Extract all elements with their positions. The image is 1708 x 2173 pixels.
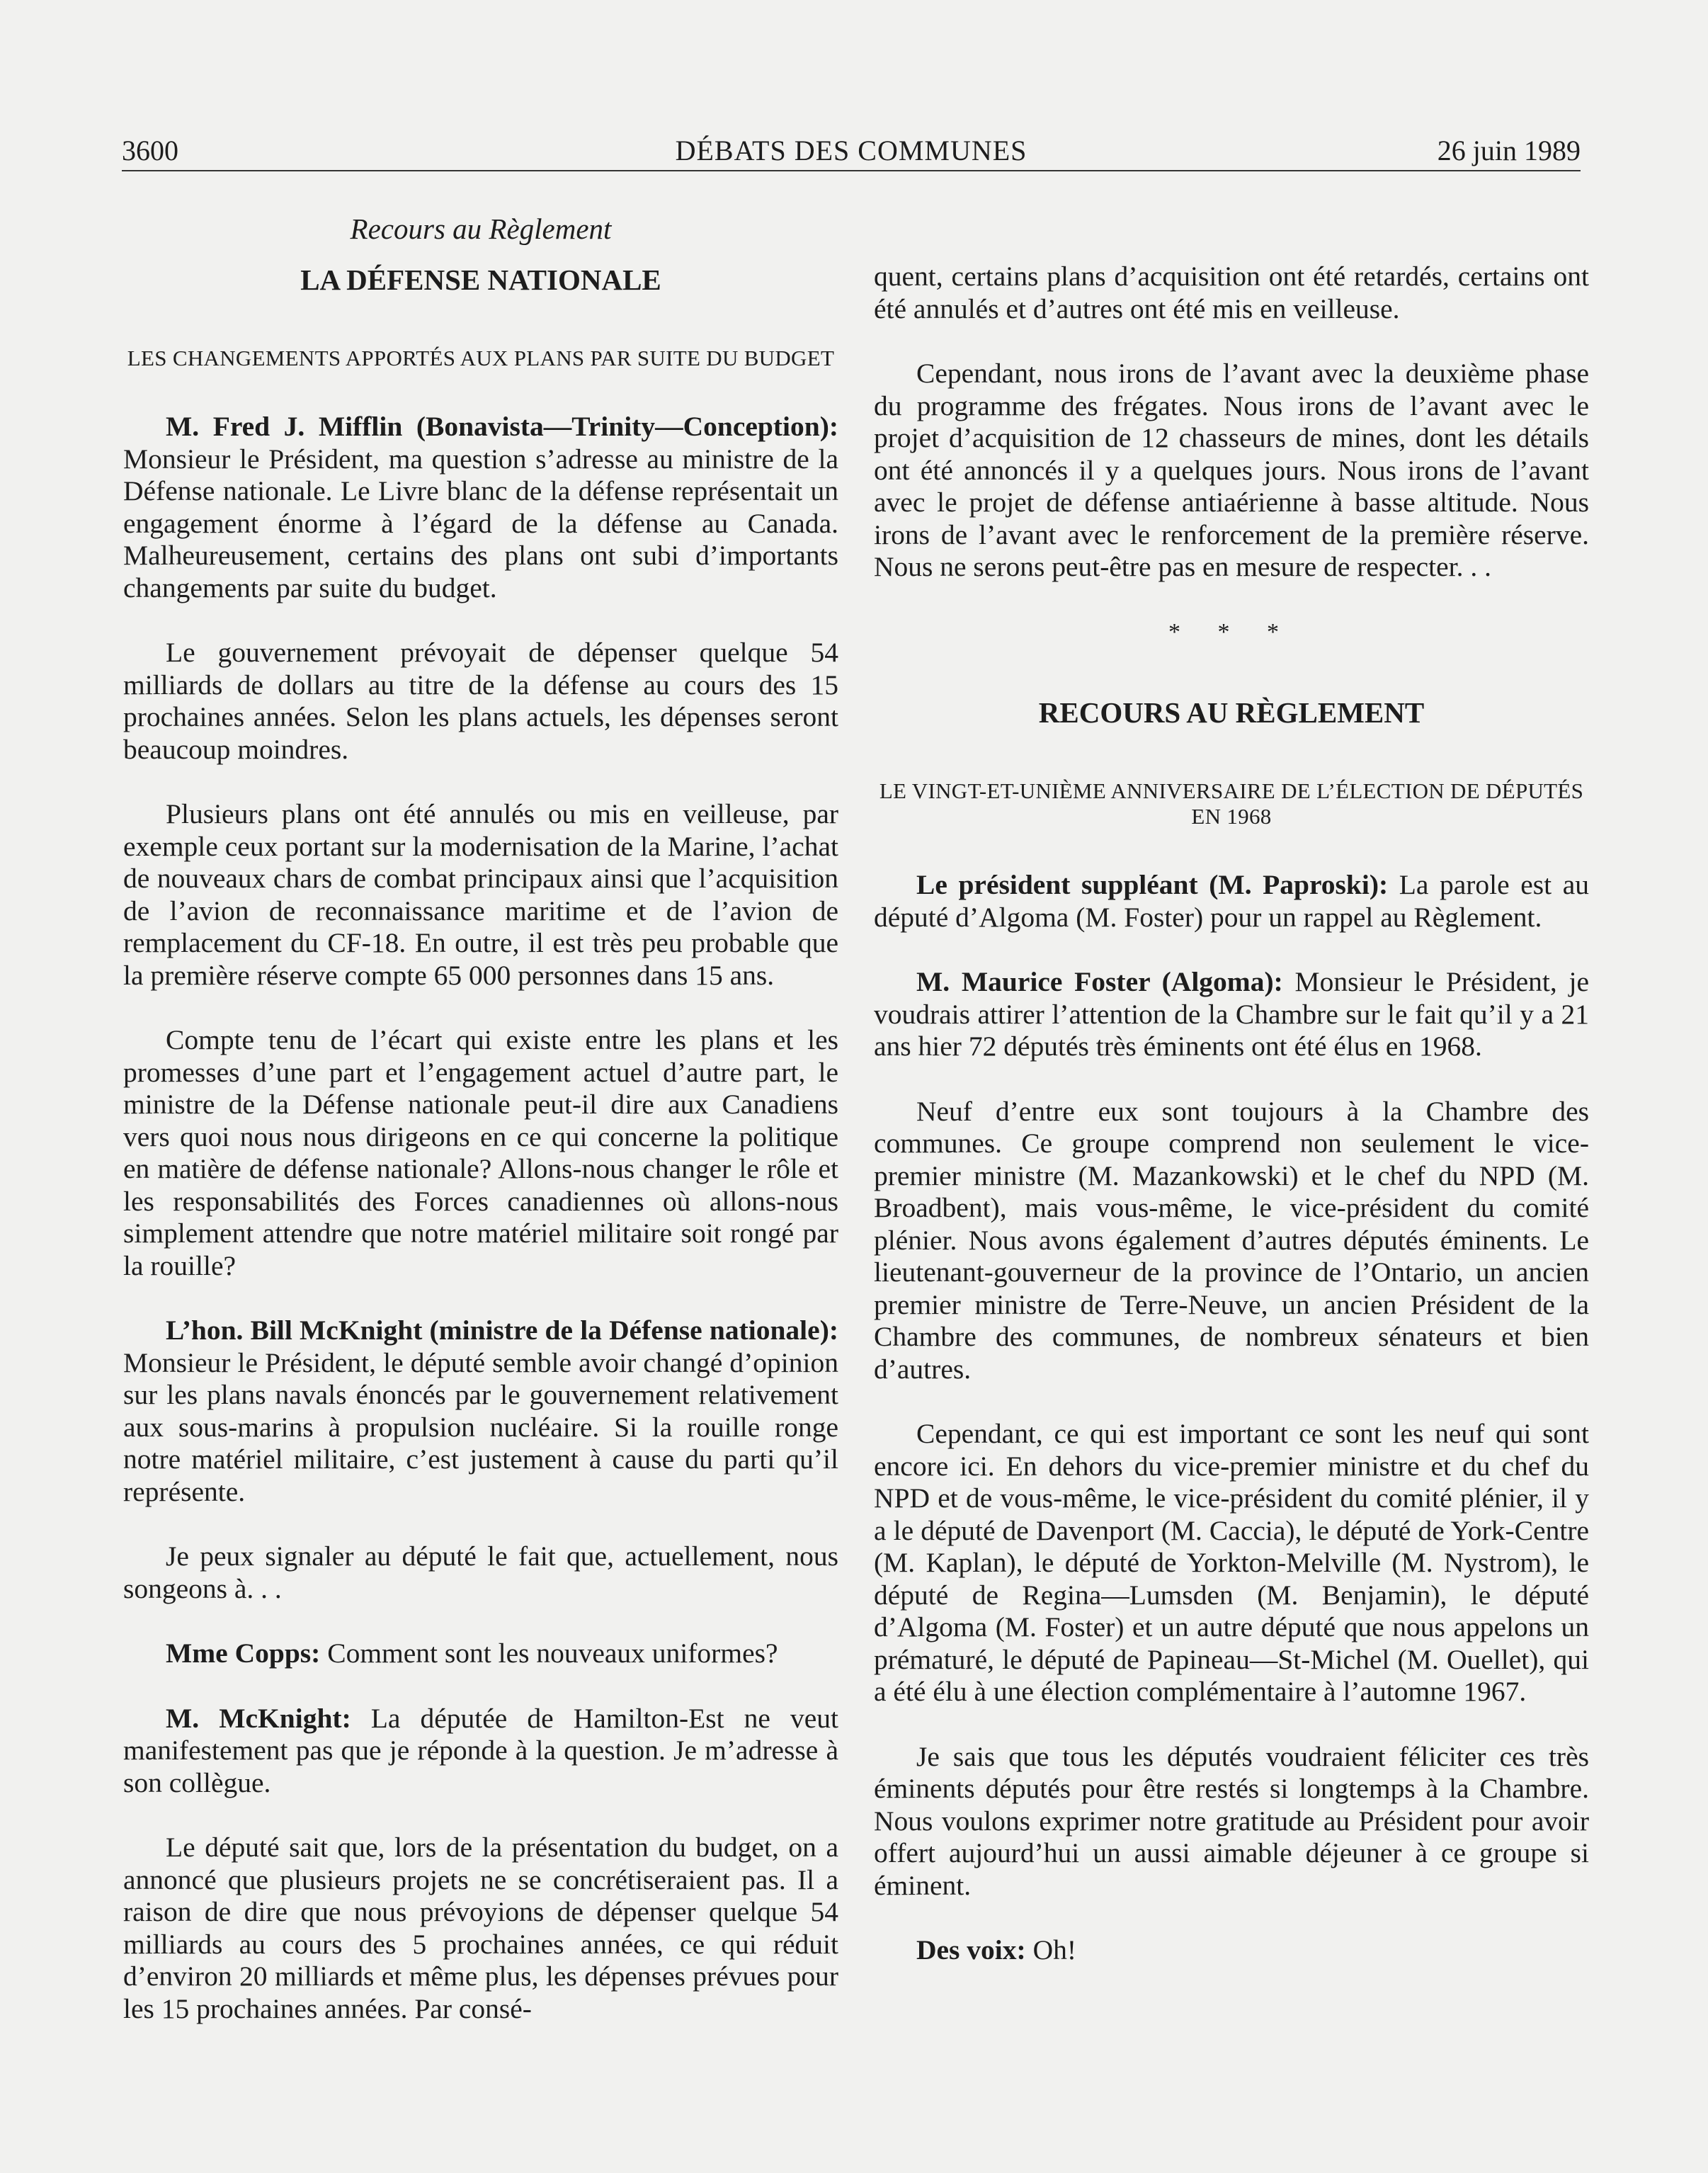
section-heading: LA DÉFENSE NATIONALE <box>300 263 661 296</box>
running-header <box>122 132 1581 171</box>
speaker-name: M. Maurice Foster (Algoma): <box>916 966 1283 997</box>
paragraph: Cependant, nous irons de l’avant avec la deuxième phase du programme des frégates. Nous irons de l’avant avec le projet d’acquisition de 12 chasseurs de mines, dont les détails ont été annoncés il y a quelques jours. Nous irons de l’avant avec le projet de défense antiaérienne à basse altitude. Nous irons de l’avant avec le renforcement de la première réserve. Nous ne serons peut-être pas en mesure de respecter. . . <box>874 358 1589 582</box>
page-number: 3600 <box>122 135 178 166</box>
publication-title: DÉBATS DES COMMUNES <box>675 135 1027 166</box>
paragraph: Compte tenu de l’écart qui existe entre les plans et les promesses d’une part et l’engagement actuel d’autre part, le ministre de la Défense nationale peut-il dire aux Canadiens vers quoi nous nous dirigeons en ce qui concerne la politique en matière de défense nationale? Allons-nous changer le rôle et les responsabilités des Forces canadiennes où allons-nous simplement attendre que notre matériel militaire soit rongé par la rouille? <box>123 1024 838 1281</box>
paragraph <box>874 869 1589 934</box>
speaker-name: M. McKnight: <box>166 1702 351 1734</box>
speech-text: La parole est au député d’Algoma (M. Foster) pour un rappel au Règlement. <box>874 869 1589 933</box>
speech-text: Oh! <box>1025 1934 1076 1965</box>
speaker-name: Le président suppléant (M. Paproski): <box>916 869 1389 900</box>
speaker-name: Des voix: <box>916 1934 1026 1965</box>
paragraph: Je peux signaler au député le fait que, actuellement, nous songeons à. . . <box>123 1541 838 1604</box>
section-heading: RECOURS AU RÈGLEMENT <box>1038 696 1425 729</box>
paragraph: Neuf d’entre eux sont toujours à la Chambre des communes. Ce groupe comprend non seulement le vice-premier ministre (M. Mazankowski) et le chef du NPD (M. Broadbent), mais vous-même, le vice-président du comité plénier. Nous avons également d’autres députés éminents. Le lieutenant-gouverneur de la province de l’Ontario, un ancien premier ministre de Terre-Neuve, un ancien Président de la Chambre des communes, de nombreux sénateurs et bien d’autres. <box>874 1095 1589 1385</box>
paragraph: Plusieurs plans ont été annulés ou mis en veilleuse, par exemple ceux portant sur la modernisation de la Marine, l’achat de nouveaux chars de combat principaux ainsi que l’acquisition de l’avion de reconnaissance maritime et de l’avion de remplacement du CF-18. En outre, il est très peu probable que la première réserve compte 65 000 personnes dans 15 ans. <box>123 798 838 991</box>
section-subheading: LE VINGT-ET-UNIÈME ANNIVERSAIRE DE L’ÉLECTION DE DÉPUTÉS EN 1968 <box>879 778 1584 829</box>
speech-text: Monsieur le Président, je voudrais attirer l’attention de la Chambre sur le fait qu’il y a 21 ans hier 72 députés très éminents ont été élus en 1968. <box>874 966 1589 1062</box>
paragraph: quent, certains plans d’acquisition ont été retardés, certains ont été annulés et d’autres ont été mis en veilleuse. <box>874 261 1589 324</box>
section-separator: * * * <box>1168 618 1294 645</box>
speaker-name: L’hon. Bill McKnight (ministre de la Défense nationale): <box>166 1315 838 1346</box>
paragraph: Cependant, ce qui est important ce sont les neuf qui sont encore ici. En dehors du vice-premier ministre et du chef du NPD et de vous-même, le vice-président du comité plénier, il y a le député de Davenport (M. Caccia), le député de York-Centre (M. Kaplan), le député de Yorkton-Melville (M. Nystrom), le député de Regina—Lumsden (M. Benjamin), le député d’Algoma (M. Foster) et un autre député que nous appelons un prématuré, le député de Papineau—St-Michel (M. Ouellet), qui a été élu à une élection complémentaire à l’automne 1967. <box>874 1418 1589 1707</box>
paragraph <box>123 1703 838 1800</box>
section-subheading: LES CHANGEMENTS APPORTÉS AUX PLANS PAR SUITE DU BUDGET <box>127 346 835 370</box>
speech-text: Monsieur le Président, ma question s’adresse au ministre de la Défense nationale. Le Livre blanc de la défense représentait un engagement énorme à l’égard de la défense au Canada. Malheureusement, certains des plans ont subi d’importants changements par suite du budget. <box>123 443 838 603</box>
paragraph: Le député sait que, lors de la présentation du budget, on a annoncé que plusieurs projets ne se concrétiseraient pas. Il a raison de dire que nous prévoyions de dépenser quelque 54 milliards au cours des 5 prochaines années, ce qui réduit d’environ 20 milliards et même plus, les dépenses prévues pour les 15 prochaines années. Par consé- <box>123 1832 838 2024</box>
paragraph <box>123 1638 838 1670</box>
paragraph <box>123 1315 838 1508</box>
speech-text: Monsieur le Président, le député semble avoir changé d’opinion sur les plans navals énoncés par le gouvernement relativement aux sous-marins à propulsion nucléaire. Si la rouille ronge notre matériel militaire, c’est justement à cause du parti qu’il représente. <box>123 1346 838 1507</box>
publication-date: 26 juin 1989 <box>1437 135 1581 166</box>
speaker-name: M. Fred J. Mifflin (Bonavista—Trinity—Conception): <box>166 411 838 442</box>
paragraph: Je sais que tous les députés voudraient féliciter ces très éminents députés pour être restés si longtemps à la Chambre. Nous voulons exprimer notre gratitude au Président pour avoir offert aujourd’hui un aussi aimable déjeuner à ce groupe si éminent. <box>874 1740 1589 1901</box>
speech-text: Comment sont les nouveaux uniformes? <box>320 1638 778 1669</box>
speech-text: La députée de Hamilton-Est ne veut manifestement pas que je réponde à la question. Je m’adresse à son collègue. <box>123 1702 838 1798</box>
section-label: Recours au Règlement <box>350 212 612 245</box>
speaker-name: Mme Copps: <box>166 1638 321 1669</box>
left-column <box>123 205 838 2058</box>
paragraph: Le gouvernement prévoyait de dépenser quelque 54 milliards de dollars au titre de la défense au cours des 15 prochaines années. Selon les plans actuels, les dépenses seront beaucoup moindres. <box>123 637 838 765</box>
paragraph <box>123 411 838 604</box>
right-column <box>874 261 1589 1999</box>
paragraph <box>874 1934 1589 1967</box>
paragraph <box>874 966 1589 1063</box>
